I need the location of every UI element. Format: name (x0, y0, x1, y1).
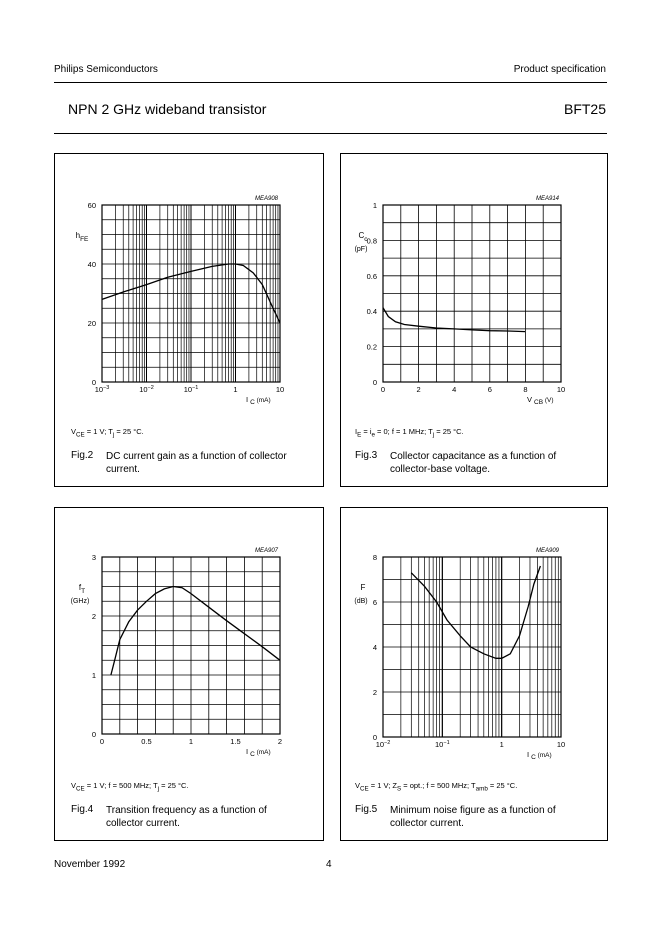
footer-date: November 1992 (54, 859, 126, 870)
y-tick-label: 6 (372, 598, 377, 607)
test-conditions: $V_{CE} = 1$ V; f = 500 MHz; $T_j = 25$ °C. (71, 781, 189, 793)
label-subscript: C (250, 399, 255, 406)
y-axis-label: $f_T$ (78, 583, 86, 595)
label-subscript: FE (80, 236, 89, 243)
label-unit: (mA) (254, 397, 271, 404)
y-axis-unit: (pF) (354, 246, 368, 253)
y-tick-label: 8 (372, 553, 377, 562)
page-number: 4 (326, 859, 332, 870)
tick-exponent: −1 (443, 740, 450, 746)
test-conditions: $V_{CE} = 1$ V; $Z_S$ = opt.; f = 500 MHz; $T_{amb} = 25$ °C. (355, 781, 518, 793)
chart-code: MEA909 (535, 548, 559, 554)
figure-panel-fig5 (340, 507, 608, 841)
x-axis-label: I C (mA) (527, 750, 552, 761)
x-tick-label: 0.5 (141, 737, 152, 746)
tick-exponent: −2 (147, 385, 154, 391)
chart-code: MEA907 (254, 548, 278, 554)
header-rule-bottom (54, 133, 607, 134)
x-tick-label: 2 (416, 385, 421, 394)
x-axis-label: I C (mA) (246, 747, 271, 758)
label-subscript: c (364, 236, 368, 243)
label-subscript: C (250, 751, 255, 758)
y-tick-label: 2 (372, 688, 377, 697)
x-axis-label: V CB (V) (527, 395, 554, 406)
y-tick-label: 40 (87, 260, 96, 269)
y-tick-label: 0 (372, 733, 377, 742)
caption-text: DC current gain as a function of collector current. (106, 451, 287, 475)
chart-code: MEA914 (535, 196, 559, 202)
label-unit: (mA) (254, 749, 271, 756)
y-tick-label: 0.4 (366, 307, 377, 317)
test-conditions: $V_{CE} = 1$ V; $T_j = 25$ °C. (71, 427, 144, 439)
figure-number: Fig.4 (71, 804, 94, 815)
y-tick-label: 1 (91, 671, 96, 680)
chart-code: MEA908 (254, 196, 278, 202)
x-tick-label: $10^{-2}$ (139, 385, 154, 394)
y-axis-label: F (360, 583, 366, 592)
x-tick-label: 1.5 (230, 737, 241, 746)
y-tick-label: 0.6 (366, 271, 377, 281)
y-tick-label: 0 (372, 378, 377, 387)
figure-panel-fig2 (54, 153, 324, 487)
figure-panel-fig3 (340, 153, 608, 487)
test-conditions: $I_E = i_e = 0$; f = 1 MHz; $T_j = 25$ °C. (355, 427, 464, 439)
figure-caption (71, 450, 321, 480)
x-tick-label: 0 (99, 737, 105, 746)
y-tick-label: 2 (91, 612, 96, 621)
caption-text: Collector capacitance as a function of collector-base voltage. (390, 451, 557, 475)
y-axis-unit: (GHz) (70, 598, 90, 605)
tick-exponent: −1 (192, 385, 199, 391)
x-tick-label: 8 (523, 385, 528, 394)
x-tick-label: $10^{-3}$ (94, 385, 110, 394)
x-tick-label: 1 (233, 385, 238, 394)
x-tick-label: 10 (556, 385, 566, 394)
figure-number: Fig.3 (355, 450, 378, 461)
x-tick-label: $10^{-1}$ (183, 385, 199, 394)
x-tick-label: 1 (499, 740, 504, 749)
y-tick-label: 0 (91, 378, 96, 387)
y-tick-label: 0 (91, 730, 96, 739)
y-tick-label: 0.8 (366, 236, 377, 246)
y-axis-label: $h_{FE}$ (75, 231, 89, 243)
x-tick-label: 0 (380, 385, 386, 394)
y-tick-label: 60 (87, 201, 96, 210)
label-subscript: T (81, 588, 86, 595)
figure-caption (71, 804, 321, 834)
x-axis-label: I C (mA) (246, 395, 271, 406)
caption-text: Transition frequency as a function of collector current. (106, 805, 267, 829)
y-tick-label: 20 (87, 319, 96, 328)
label-unit: (mA) (535, 752, 552, 759)
document-type: Product specification (513, 64, 606, 75)
tick-exponent: −2 (384, 740, 391, 746)
x-tick-label: 10 (275, 385, 285, 394)
header-rule-top (54, 82, 607, 83)
x-tick-label: $10^{-1}$ (435, 740, 450, 749)
x-tick-label: 10 (556, 740, 566, 749)
figure-number: Fig.5 (355, 804, 378, 815)
figure-caption (355, 450, 605, 480)
x-tick-label: 1 (188, 737, 194, 746)
label-subscript: CB (534, 399, 544, 406)
document-title: NPN 2 GHz wideband transistor (68, 101, 267, 117)
y-axis-label: $C_c$ (358, 231, 368, 243)
x-tick-label: 4 (452, 385, 457, 394)
company-name: Philips Semiconductors (54, 64, 158, 75)
y-axis-unit: (dB) (354, 598, 368, 605)
x-tick-label: 2 (277, 737, 283, 746)
part-number: BFT25 (563, 101, 606, 117)
figure-caption (355, 804, 605, 834)
y-tick-label: 1 (372, 201, 377, 210)
y-tick-label: 3 (91, 553, 96, 562)
x-tick-label: 6 (487, 385, 492, 394)
y-tick-label: 0.2 (366, 342, 377, 352)
x-tick-label: $10^{-2}$ (375, 740, 391, 749)
tick-exponent: −3 (103, 385, 110, 391)
label-unit: (V) (543, 397, 554, 404)
caption-text: Minimum noise figure as a function of collector current. (390, 805, 556, 829)
y-tick-label: 4 (372, 643, 377, 652)
figure-panel-fig4 (54, 507, 324, 841)
label-subscript: C (531, 754, 536, 761)
figure-number: Fig.2 (71, 450, 94, 461)
